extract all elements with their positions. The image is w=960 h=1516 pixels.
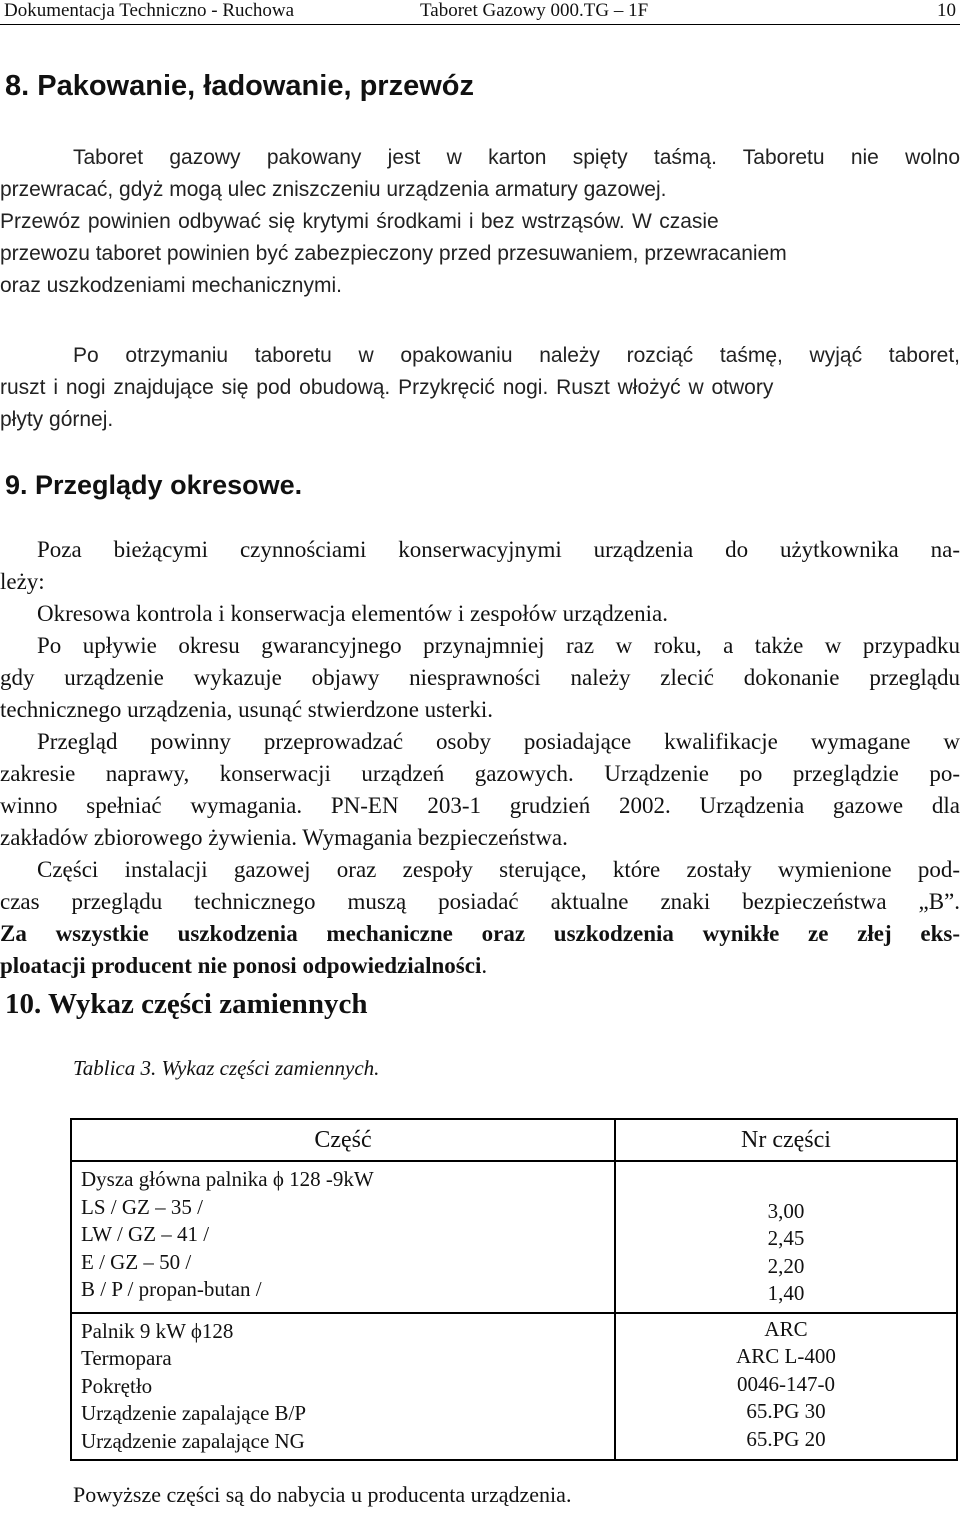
text-line: Okresowa kontrola i konserwacja elementów i zespołów urządzenia. [37,601,668,626]
group-1-parts [71,1161,615,1313]
group-2-numbers [615,1313,957,1461]
parts-table [70,1118,958,1461]
text-line: Przegląd powinny przeprowadzać osoby posiadające kwalifikacje wymagane w [37,729,960,754]
table-header-row [71,1119,957,1161]
availability-note: Powyższe części są do nabycia u producenta urządzenia. [73,1482,572,1507]
text-line: Po otrzymaniu taboretu w opakowaniu należy rozciąć taśmę, wyjąć taboret, [73,344,960,367]
section-10-heading: 10. Wykaz części zamiennych [5,988,368,1020]
text-line: przewracać, gdyż mogą ulec zniszczeniu urządzenia armatury gazowej. [0,178,667,201]
text-line: zakładów zbiorowego żywienia. Wymagania bezpieczeństwa. [0,825,568,850]
part-name: Urządzenie zapalające NG [81,1428,305,1453]
part-name: Dysza główna palnika ϕ 128 -9kW [81,1167,374,1191]
part-name: Pokrętło [81,1373,153,1398]
table-row [71,1313,957,1461]
part-name: B / P / propan-butan / [81,1277,262,1301]
group-2-parts [71,1313,615,1461]
section-8-heading: 8. Pakowanie, ładowanie, przewóz [5,70,474,102]
text-line: oraz uszkodzeniami mechanicznymi. [0,274,342,297]
header-doc-title: Dokumentacja Techniczno - Ruchowa [4,0,295,21]
header-page-number: 10 [937,0,956,21]
section-8-paragraph-1 [0,142,960,302]
text-line: technicznego urządzenia, usunąć stwierdzone usterki. [0,697,494,722]
group-1-numbers [615,1161,957,1313]
text-line: zakresie naprawy, konserwacji urządzeń gazowych. Urządzenie po przeglądzie po- [0,761,960,786]
section-8-paragraph-2 [0,340,960,436]
text-line: Po upływie okresu gwarancyjnego przynajmniej raz w roku, a także w przypadku [37,633,960,658]
table-row [71,1161,957,1313]
bold-warning-text: ploatacji producent nie ponosi odpowiedzialności [0,953,482,978]
text-line: Części instalacji gazowej oraz zespoły sterujące, które zostały wymienione pod- [37,857,960,882]
column-header-part: Część [71,1119,615,1161]
part-number: 65.PG 20 [746,1426,826,1451]
bold-warning-line-2 [0,950,960,982]
text-line: gdy urządzenie wykazuje objawy niesprawności należy zlecić dokonanie przeglądu [0,665,960,690]
part-number: 0046-147-0 [737,1371,835,1396]
part-name: LS / GZ – 35 / [81,1194,203,1219]
text-line: Przewóz powinien odbywać się krytymi środkami i bez wstrząsów. W czasie [0,210,719,233]
part-name: Urządzenie zapalające B/P [81,1401,307,1425]
text-line: ruszt i nogi znajdujące się pod obudową. Przykręcić nogi. Ruszt włożyć w otwory [0,376,774,399]
part-number: 2,20 [767,1253,805,1278]
bold-warning-period: . [481,953,488,978]
part-name: LW / GZ – 41 / [81,1222,210,1246]
header-product: Taboret Gazowy 000.TG – 1F [420,0,649,21]
text-line: przewozu taboret powinien być zabezpieczony przed przesuwaniem, przewracaniem [0,242,787,265]
section-9-heading: 9. Przeglądy okresowe. [5,470,303,500]
part-number: ARC [764,1316,808,1341]
part-number: ARC L-400 [736,1344,836,1368]
part-number: 1,40 [767,1281,805,1305]
bold-warning-line: Za wszystkie uszkodzenia mechaniczne oraz uszkodzenia wynikłe ze złej eks- [0,921,960,946]
text-line: płyty górnej. [0,408,114,431]
part-number: 3,00 [767,1198,805,1223]
table-caption: Tablica 3. Wykaz części zamiennych. [73,1056,380,1080]
part-name: Termopara [81,1346,172,1370]
part-number: 65.PG 30 [746,1399,826,1423]
section-9-body [0,534,960,982]
part-name: E / GZ – 50 / [81,1249,192,1274]
part-number: 2,45 [767,1226,805,1250]
part-number [616,1170,956,1198]
page-header [0,0,960,25]
text-line: czas przeglądu technicznego muszą posiadać aktualne znaki bezpieczeństwa „B”. [0,889,960,914]
text-line: Taboret gazowy pakowany jest w karton spięty taśmą. Taboretu nie wolno [73,146,960,169]
text-line: winno spełniać wymagania. PN-EN 203-1 grudzień 2002. Urządzenia gazowe dla [0,793,960,818]
part-name: Palnik 9 kW ϕ128 [81,1318,234,1343]
text-line: leży: [0,569,45,594]
column-header-part-number: Nr części [615,1119,957,1161]
text-line: Poza bieżącymi czynnościami konserwacyjnymi urządzenia do użytkownika na- [37,537,960,562]
